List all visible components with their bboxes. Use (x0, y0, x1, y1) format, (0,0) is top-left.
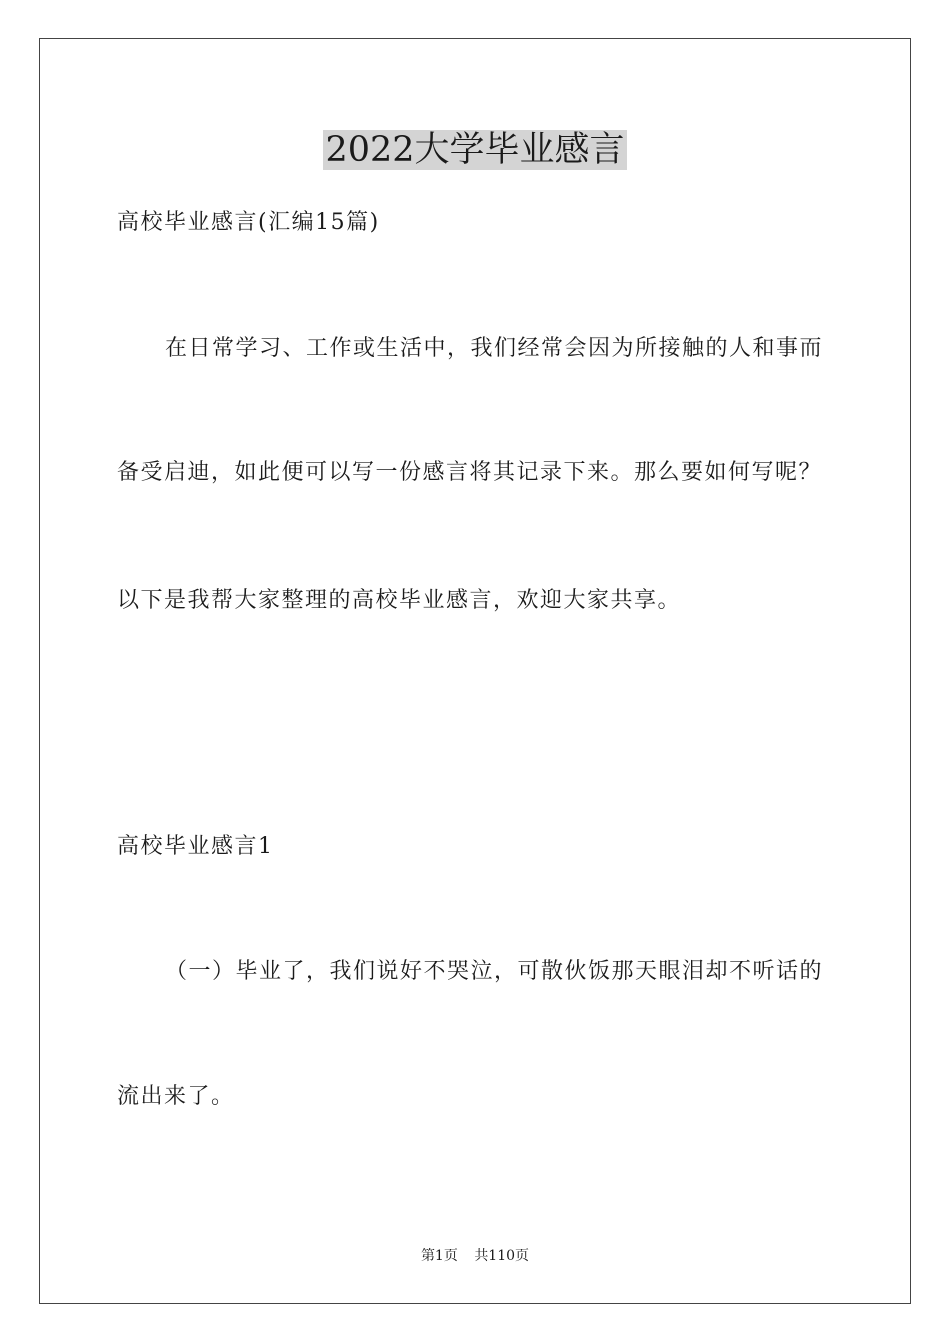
section-line-1: （一）毕业了，我们说好不哭泣，可散伙饭那天眼泪却不听话的 (165, 959, 824, 984)
section-heading: 高校毕业感言1 (117, 834, 274, 859)
section-line-2: 流出来了。 (117, 1084, 235, 1109)
document-title (0, 128, 950, 172)
paragraph-line-2: 备受启迪，如此便可以写一份感言将其记录下来。那么要如何写呢？ (117, 460, 823, 485)
page-total: 共110页 (474, 1248, 530, 1264)
paragraph-line-3: 以下是我帮大家整理的高校毕业感言，欢迎大家共享。 (117, 588, 682, 613)
page-footer (0, 1246, 950, 1266)
document-subtitle: 高校毕业感言(汇编15篇) (117, 210, 380, 235)
page-number: 第1页 (420, 1248, 458, 1264)
document-title-text: 2022大学毕业感言 (325, 130, 625, 170)
paragraph-line-1: 在日常学习、工作或生活中，我们经常会因为所接触的人和事而 (165, 336, 824, 361)
